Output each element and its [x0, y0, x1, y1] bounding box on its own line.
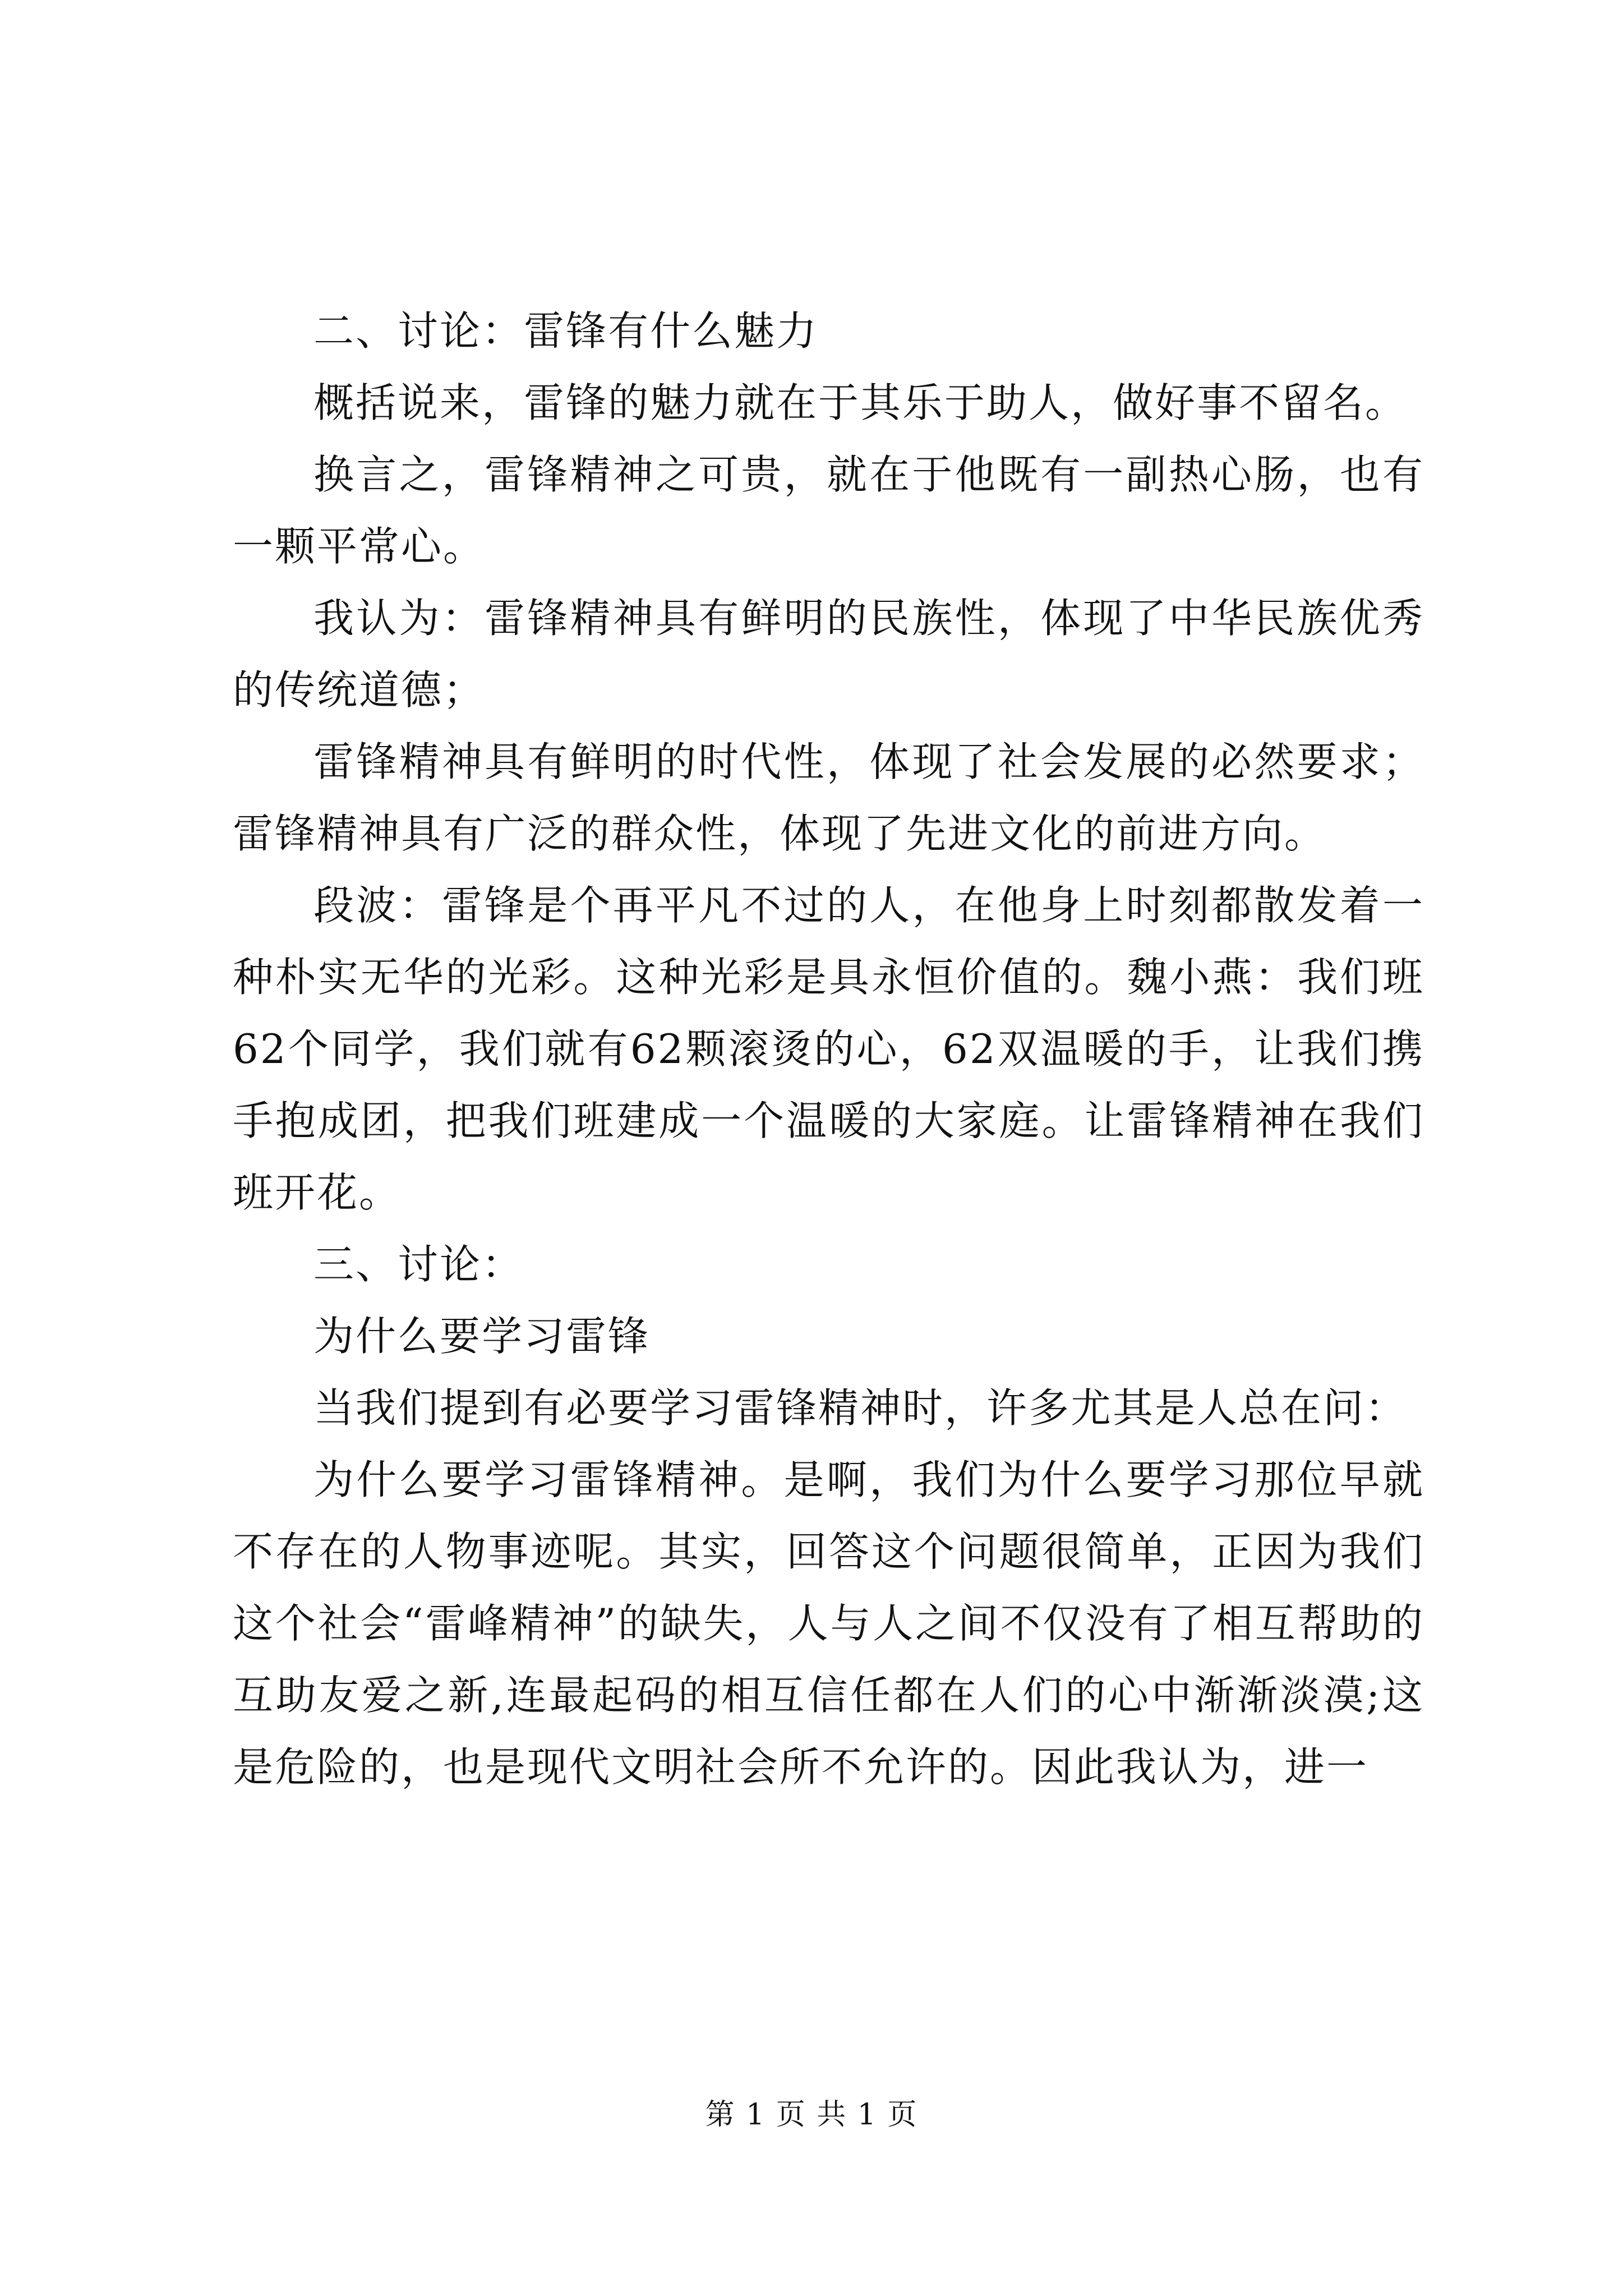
- paragraph: 我认为：雷锋精神具有鲜明的民族性，体现了中华民族优秀的传统道德；: [233, 595, 1424, 714]
- document-body: [233, 295, 1424, 1803]
- paragraph: 换言之，雷锋精神之可贵，就在于他既有一副热心肠，也有一颗平常心。: [233, 451, 1424, 570]
- paragraph: 当我们提到有必要学习雷锋精神时，许多尤其是人总在问：: [313, 1384, 1408, 1432]
- paragraph: 雷锋精神具有鲜明的时代性，体现了社会发展的必然要求；雷锋精神具有广泛的群众性，体现了先进文化的前进方向。: [233, 738, 1424, 857]
- paragraph: 概括说来，雷锋的魅力就在于其乐于助人，做好事不留名。: [313, 379, 1408, 426]
- section-heading-discussion-2: 二、讨论：雷锋有什么魅力: [313, 307, 819, 355]
- paragraph: 为什么要学习雷锋精神。是啊，我们为什么要学习那位早就不存在的人物事迹呢。其实，回答这个问题很简单，正因为我们这个社会“雷峰精神”的缺失，人与人之间不仅没有了相互帮助的互助友爱之新,连最起码的相互信任都在人们的心中渐渐淡漠;这是危险的，也是现代文明社会所不允许的。因此我认为，进一: [233, 1456, 1424, 1791]
- paragraph: 段波：雷锋是个再平凡不过的人，在他身上时刻都散发着一种朴实无华的光彩。这种光彩是具永恒价值的。魏小燕：我们班62个同学，我们就有62颗滚烫的心，62双温暖的手，让我们携手抱成团，把我们班建成一个温暖的大家庭。让雷锋精神在我们班开花。: [233, 882, 1424, 1216]
- section-heading-discussion-3: 三、讨论：: [313, 1241, 524, 1288]
- page-number-label: 第 1 页 共 1 页: [705, 2098, 918, 2132]
- page-footer: [0, 2095, 1623, 2134]
- section-subheading: 为什么要学习雷锋: [313, 1313, 651, 1360]
